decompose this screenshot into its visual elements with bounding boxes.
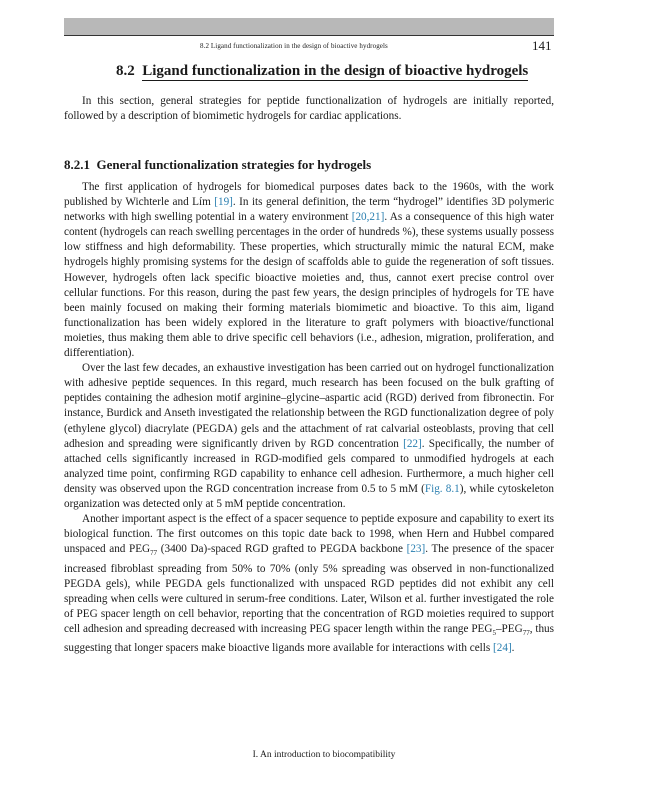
- paragraph-3: [64, 512, 554, 656]
- text-run: The first application of hydrogels for biomedical purposes dates back to the 1960s, with the work published by Wichterle and Lím: [64, 181, 554, 209]
- page-footer: I. An introduction to biocompatibility: [252, 750, 396, 760]
- text-run: . Specifically, the number of attached cells significantly increased in RGD-modified gels compared to unmodified hydrogels at each analyzed time point, confirming RGD capability to enhance cell adhesion. Furthermore, a much higher cell density was observed upon the RGD concentration increase from 0.5 to 5 mM (: [64, 437, 554, 495]
- paragraph-2: [64, 361, 554, 512]
- subscript: 5: [492, 629, 496, 638]
- text-run: , thus suggesting that longer spacers make bioactive ligands more available for interactions with cells: [64, 622, 554, 655]
- text-run: . The presence of the spacer increased fibroblast spreading from 50% to 70% (only 5% spreading was observed in non-functionalized PEGDA gels), while PEGDA gels functionalized with unspaced RGD peptides did not exhibit any cell spreading when cells were cultured in serum-free conditions. Later, Wilson et al. further investigated the role of PEG spacer length on cell behavior, reporting that the concentration of RGD moieties required to support cell adhesion and spreading decreased with increasing PEG spacer length within the range PEG: [64, 543, 554, 635]
- text-run: (3400 Da)-spaced RGD grafted to PEGDA backbone: [157, 543, 407, 556]
- subscript: 77: [150, 549, 158, 558]
- citation-link[interactable]: [19]: [214, 196, 233, 209]
- text-run: ), while cytoskeleton organization was detected only at 5 mM peptide concentration.: [64, 482, 554, 510]
- paragraph-1: [64, 180, 554, 361]
- citation-link[interactable]: [24]: [493, 642, 512, 655]
- citation-link[interactable]: [23]: [406, 543, 426, 556]
- text-run: Over the last few decades, an exhaustive investigation has been carried out on hydrogel functionalization with adhesive peptide sequences. In this regard, much research has been focused on the bulk grafting of peptides containing the adhesion motif arginine–glycine–aspartic acid (RGD) derived from fibronectin. For instance, Burdick and Anseth investigated the relationship between the RGD functionalization degree of poly (ethylene glycol) diacrylate (PEGDA) gels and the attachment of rat calvarial osteoblasts, proving that cell adhesion and spreading were significantly driven by RGD concentration: [64, 362, 554, 450]
- section-title-text: Ligand functionalization in the design of bioactive hydrogels: [142, 63, 529, 79]
- section-number: 8.2: [116, 63, 135, 79]
- text-run: . As a consequence of this high water content (hydrogels can reach swelling percentages in the order of hundreds %), these systems usually possess low stiffness and high deformability. These properties, which structurally mimic the natural ECM, make hydrogels highly promising systems for the design of scaffolds able to guide the regeneration of soft tissues. However, hydrogels often lack specific bioactive moieties and, thus, cannot exert precise control over cellular functions. For this reason, during the past few years, the design principles of hydrogels for TE have been mainly focused on making their forming materials biomimetic and bioactive. To this aim, ligand functionalization has been widely explored in the literature to graft polymers with bioactive/functional moieties, thus making them able to drive specific cell behaviors (i.e., adhesion, migration, proliferation, and differentiation).: [64, 211, 555, 360]
- subsection-number: 8.2.1: [64, 157, 90, 172]
- citation-link[interactable]: [22]: [403, 437, 422, 450]
- figure-link[interactable]: Fig. 8.1: [424, 482, 460, 495]
- subscript: 77: [522, 629, 530, 638]
- body-text: [64, 180, 554, 656]
- subsection-title-text: General functionalization strategies for hydrogels: [96, 157, 372, 172]
- section-title: [116, 63, 528, 80]
- subsection-title: [64, 157, 371, 173]
- page-number: 141: [532, 38, 552, 53]
- text-run: .: [511, 642, 515, 655]
- header-rule: [64, 35, 554, 36]
- intro-paragraph: In this section, general strategies for peptide functionalization of hydrogels are initially reported, followed by a description of biomimetic hydrogels for cardiac applications.: [64, 95, 554, 122]
- header-band: [64, 18, 554, 35]
- citation-link[interactable]: [20,21]: [351, 211, 385, 224]
- text-run: Another important aspect is the effect of a spacer sequence to peptide exposure and capability to exert its biological function. The first outcomes on this topic date back to 1998, when Hern and Hubbel compared unspaced and PEG: [64, 513, 554, 556]
- text-run: . In its general definition, the term “hydrogel” identifies 3D polymeric networks with high swelling potential in a watery environment: [64, 196, 554, 224]
- running-head: 8.2 Ligand functionalization in the design of bioactive hydrogels: [200, 42, 388, 50]
- text-run: –PEG: [495, 622, 523, 635]
